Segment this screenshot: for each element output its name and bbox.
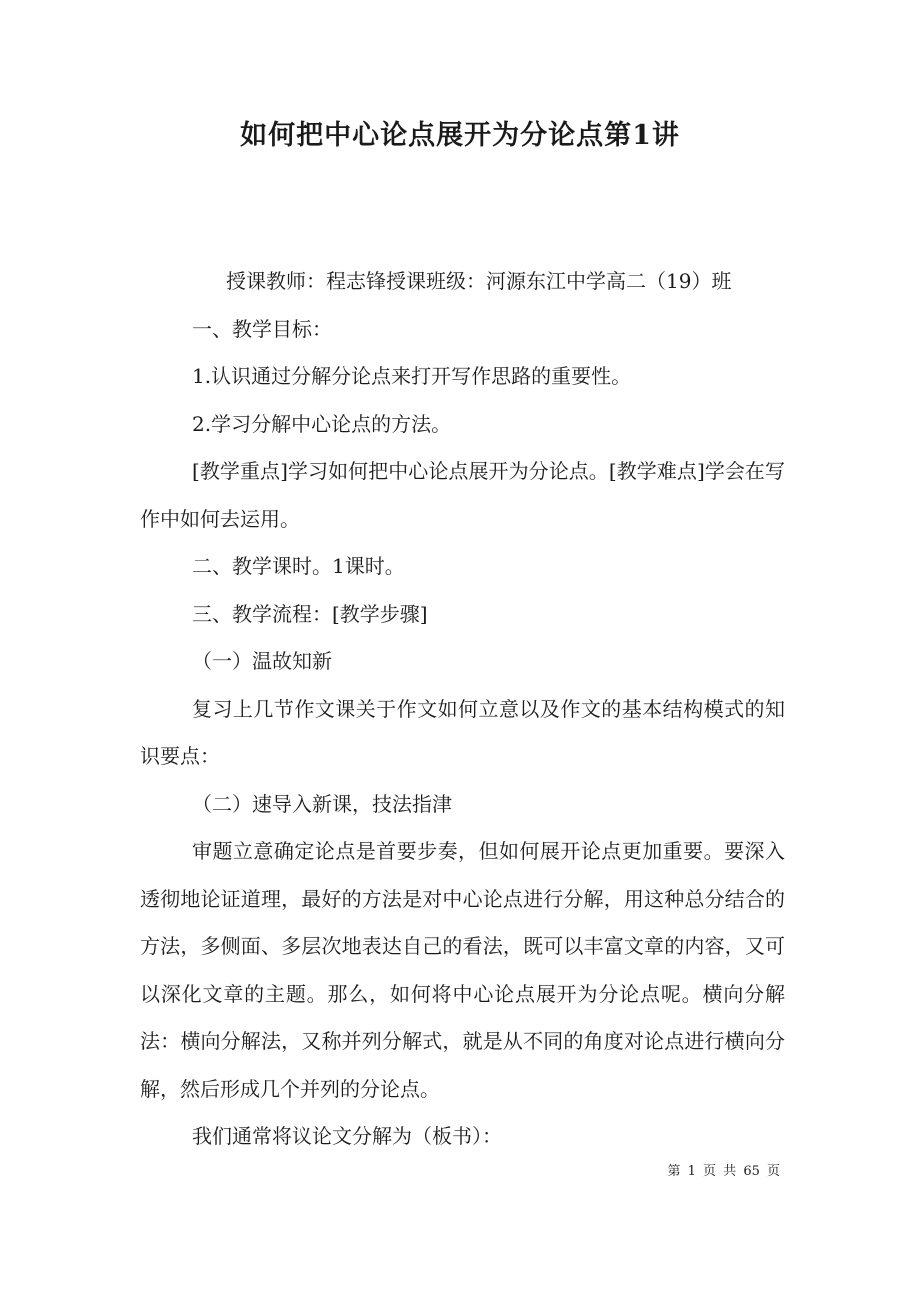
board-writing-paragraph: 我们通常将议论文分解为（板书）： [192,1124,502,1148]
key-points-paragraph: [教学重点]学习如何把中心论点展开为分论点。[教学难点]学会在写作中如何去运用。 [140,459,785,531]
goal-item: 2.学习分解中心论点的方法。 [192,411,452,436]
document-body [140,258,785,1161]
section-heading-hours: 二、教学课时。1课时。 [192,554,405,578]
goal-item: 1.认识通过分解分论点来打开写作思路的重要性。 [192,364,632,388]
document-title: 如何把中心论点展开为分论点第1讲 [240,120,680,151]
teacher-info: 授课教师：程志锋授课班级：河源东江中学高二（19）班 [226,269,732,293]
review-paragraph: 复习上几节作文课关于作文如何立意以及作文的基本结构模式的知识要点： [140,696,785,768]
section-heading-goals: 一、教学目标： [192,316,332,341]
subsection-heading-review: （一）温故知新 [192,649,332,673]
subsection-heading-intro: （二）速导入新课，技法指津 [192,791,452,816]
page-number-footer: 第 1 页 共 65 页 [667,1164,780,1179]
method-paragraph: 审题立意确定论点是首要步奏，但如何展开论点更加重要。要深入透彻地论证道理，最好的方法是对中心论点进行分解，用这种总分结合的方法，多侧面、多层次地表达自己的看法，既可以丰富文章的内容，又可以深化文章的主题。那么，如何将中心论点展开为分论点呢。横向分解法：横向分解法，又称并列分解式，就是从不同的角度对论点进行横向分解，然后形成几个并列的分论点。 [140,839,785,1101]
section-heading-process: 三、教学流程：[教学步骤] [192,601,428,626]
